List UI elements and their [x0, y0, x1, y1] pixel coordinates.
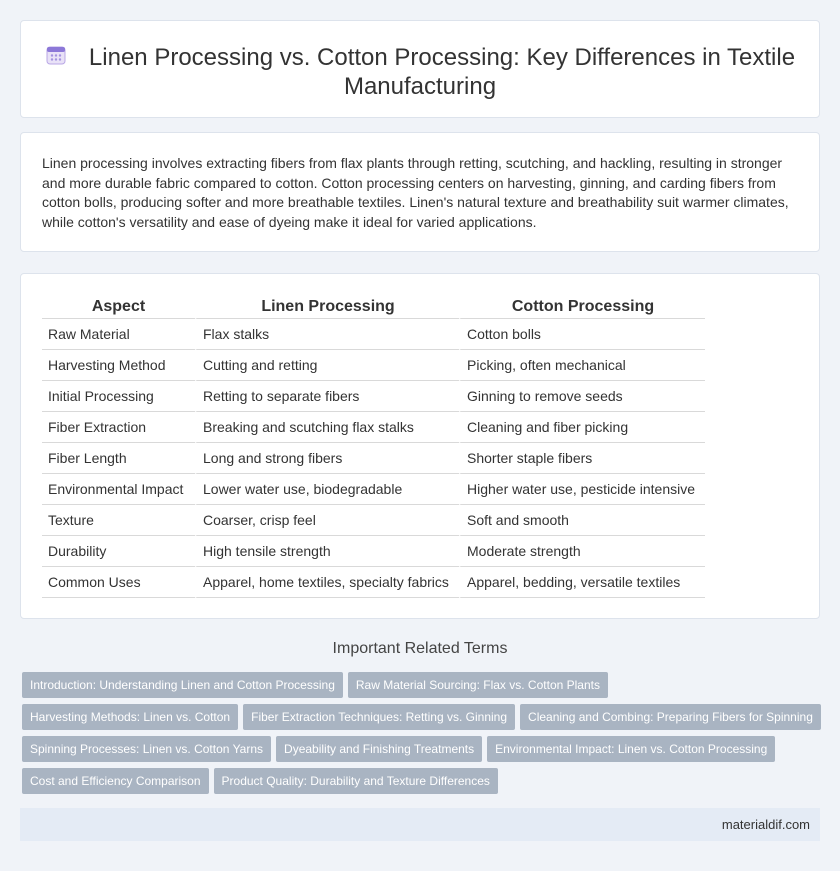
related-term-tag[interactable]: Product Quality: Durability and Texture Differences	[214, 768, 498, 794]
cell-aspect: Harvesting Method	[42, 350, 195, 381]
header-linen: Linen Processing	[195, 296, 459, 319]
tag-row	[22, 768, 822, 794]
related-term-tag[interactable]: Environmental Impact: Linen vs. Cotton Processing	[487, 736, 775, 762]
title-card	[20, 20, 820, 118]
cell-linen: Cutting and retting	[195, 350, 459, 381]
cell-linen: Breaking and scutching flax stalks	[195, 412, 459, 443]
cell-cotton: Soft and smooth	[459, 505, 705, 536]
comparison-table	[42, 296, 705, 598]
cell-aspect: Fiber Extraction	[42, 412, 195, 443]
related-term-tag[interactable]: Harvesting Methods: Linen vs. Cotton	[22, 704, 238, 730]
cell-linen: Apparel, home textiles, specialty fabrics	[195, 567, 459, 598]
cell-cotton: Moderate strength	[459, 536, 705, 567]
tag-row	[22, 672, 822, 698]
header-aspect: Aspect	[42, 296, 195, 319]
cell-cotton: Higher water use, pesticide intensive	[459, 474, 705, 505]
intro-paragraph: Linen processing involves extracting fibers from flax plants through retting, scutching, and hackling, resulting in stronger and more durable fabric compared to cotton. Cotton processing centers on harvesting, ginning, and carding fibers from cotton bolls, producing softer and more breathable textiles. Linen's natural texture and breathability suit warmer climates, while cotton's versatility and ease of dyeing make it ideal for varied applications.	[42, 155, 789, 230]
cell-aspect: Initial Processing	[42, 381, 195, 412]
table-row	[42, 319, 705, 350]
cell-linen: Retting to separate fibers	[195, 381, 459, 412]
cell-aspect: Raw Material	[42, 319, 195, 350]
related-term-tag[interactable]: Fiber Extraction Techniques: Retting vs. Ginning	[243, 704, 515, 730]
cell-linen: Long and strong fibers	[195, 443, 459, 474]
footer-site-link[interactable]: materialdif.com	[721, 817, 810, 832]
table-row	[42, 412, 705, 443]
cell-aspect: Durability	[42, 536, 195, 567]
cell-cotton: Cotton bolls	[459, 319, 705, 350]
table-row	[42, 350, 705, 381]
table-row	[42, 381, 705, 412]
cell-aspect: Environmental Impact	[42, 474, 195, 505]
cell-linen: Flax stalks	[195, 319, 459, 350]
related-terms-list	[22, 672, 822, 800]
table-row	[42, 536, 705, 567]
cell-aspect: Common Uses	[42, 567, 195, 598]
related-term-tag[interactable]: Dyeability and Finishing Treatments	[276, 736, 482, 762]
related-term-tag[interactable]: Spinning Processes: Linen vs. Cotton Yarns	[22, 736, 271, 762]
page-title-wrap	[21, 43, 819, 101]
cell-cotton: Apparel, bedding, versatile textiles	[459, 567, 705, 598]
related-term-tag[interactable]: Cost and Efficiency Comparison	[22, 768, 209, 794]
comparison-card	[20, 273, 820, 619]
cell-linen: Coarser, crisp feel	[195, 505, 459, 536]
table-row	[42, 505, 705, 536]
cell-cotton: Shorter staple fibers	[459, 443, 705, 474]
related-term-tag[interactable]: Introduction: Understanding Linen and Cotton Processing	[22, 672, 343, 698]
table-row	[42, 474, 705, 505]
intro-card	[20, 132, 820, 252]
table-row	[42, 443, 705, 474]
cell-linen: High tensile strength	[195, 536, 459, 567]
related-term-tag[interactable]: Raw Material Sourcing: Flax vs. Cotton Plants	[348, 672, 608, 698]
tag-row	[22, 704, 822, 730]
calendar-icon	[45, 44, 67, 66]
related-terms-heading: Important Related Terms	[332, 640, 508, 657]
table-row	[42, 567, 705, 598]
cell-cotton: Cleaning and fiber picking	[459, 412, 705, 443]
footer	[20, 808, 820, 841]
page-title: Linen Processing vs. Cotton Processing: Key Differences in Textile Manufacturing	[88, 44, 796, 100]
table-header-row	[42, 296, 705, 319]
cell-cotton: Picking, often mechanical	[459, 350, 705, 381]
tag-row	[22, 736, 822, 762]
cell-cotton: Ginning to remove seeds	[459, 381, 705, 412]
cell-linen: Lower water use, biodegradable	[195, 474, 459, 505]
header-cotton: Cotton Processing	[459, 296, 705, 319]
cell-aspect: Texture	[42, 505, 195, 536]
related-term-tag[interactable]: Cleaning and Combing: Preparing Fibers for Spinning	[520, 704, 821, 730]
cell-aspect: Fiber Length	[42, 443, 195, 474]
